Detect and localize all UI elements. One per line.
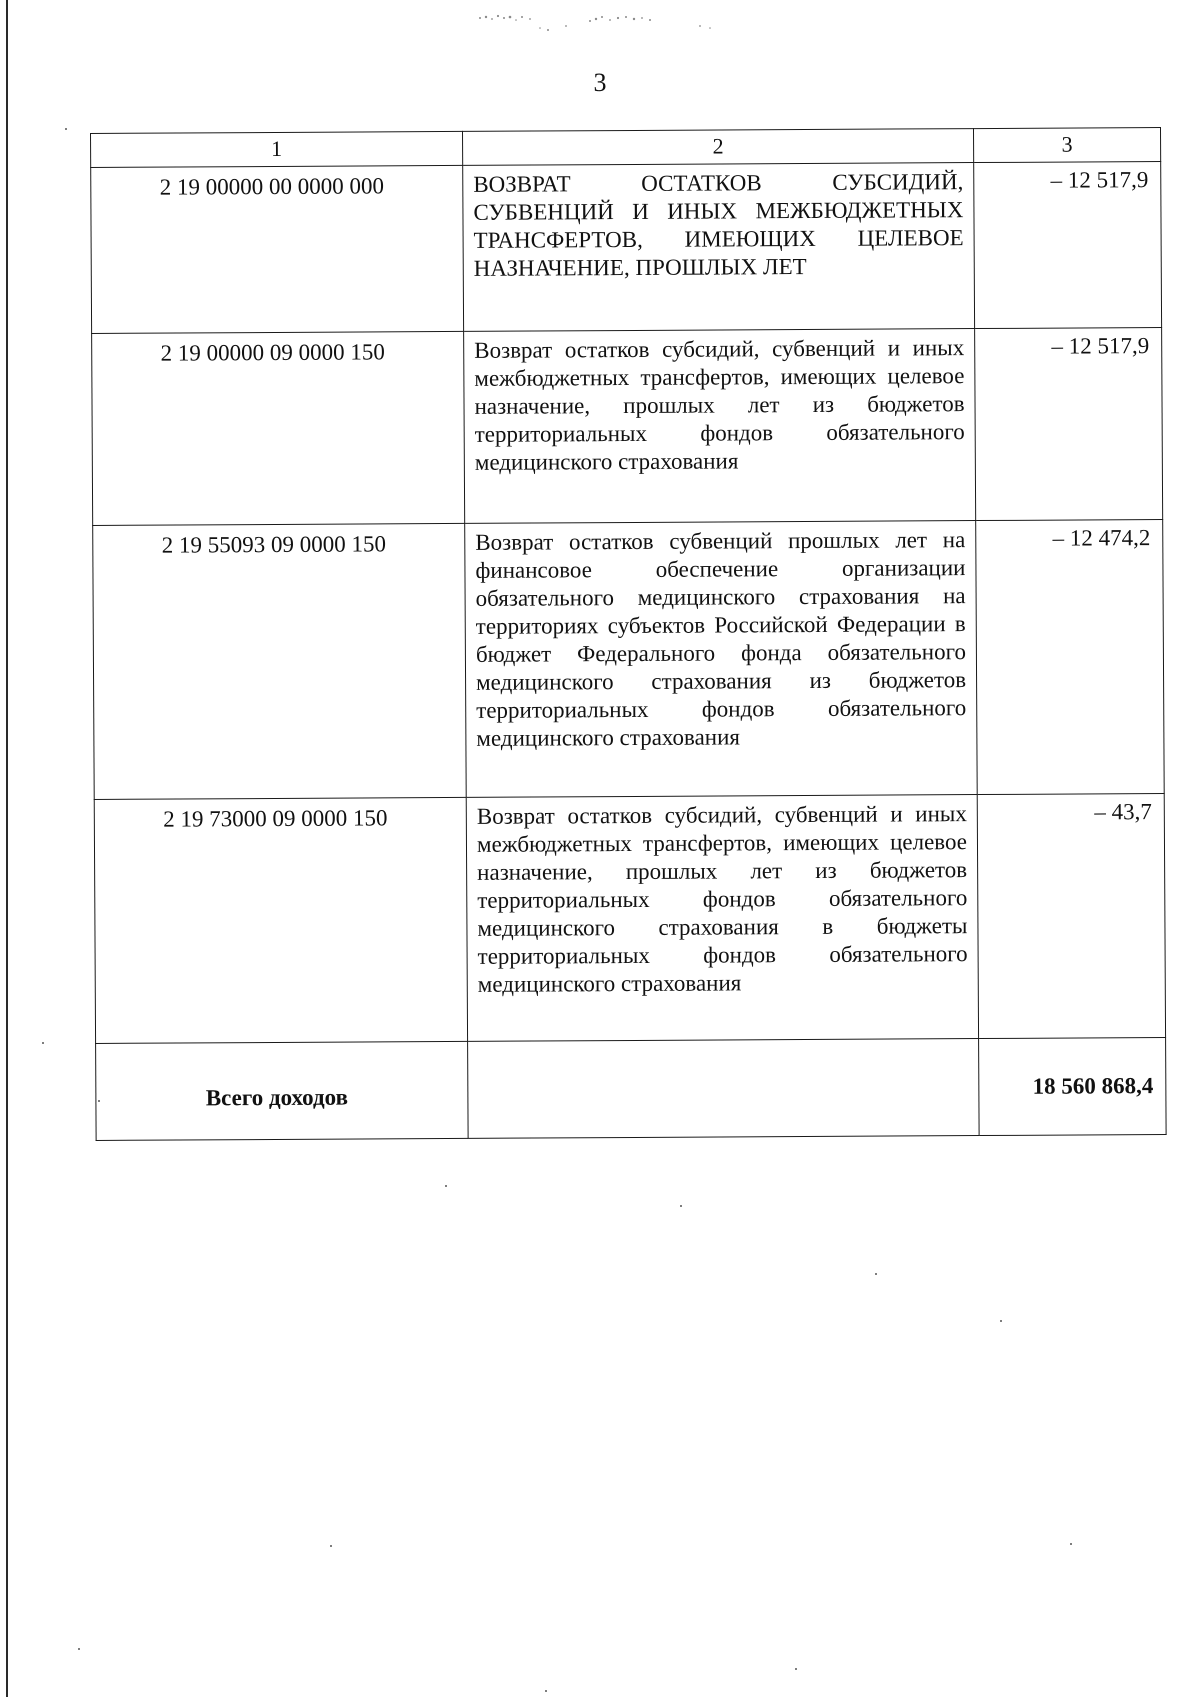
row-amount: – 12 517,9 (974, 162, 1162, 329)
column-header-3: 3 (973, 128, 1160, 163)
scan-speck (795, 1668, 797, 1670)
row-description: ВОЗВРАТ ОСТАТКОВ СУБСИДИЙ, СУБВЕНЦИЙ И ИНЫХ МЕЖБЮДЖЕТНЫХ ТРАНСФЕРТОВ, ИМЕЮЩИХ ЦЕЛЕВОЕ НАЗНАЧЕНИЕ, ПРОШЛЫХ ЛЕТ (463, 163, 975, 332)
row-description: Возврат остатков субсидий, субвенций и иных межбюджетных трансфертов, имеющих целевое назначение, прошлых лет из бюджетов территориальных фондов обязательного медицинского страхования (464, 329, 976, 524)
column-header-2: 2 (462, 129, 973, 166)
budget-code: 2 19 55093 09 0000 150 (93, 523, 467, 799)
scan-speck (545, 1690, 547, 1692)
table-row (91, 162, 1162, 334)
page-number: 3 (593, 68, 607, 97)
column-header-1: 1 (91, 131, 463, 167)
scan-speck (680, 1205, 682, 1207)
row-amount: – 12 474,2 (976, 520, 1165, 795)
scan-noise (470, 8, 730, 38)
budget-code: 2 19 00000 09 0000 150 (92, 331, 465, 525)
row-amount: – 12 517,9 (975, 328, 1163, 521)
table-row (94, 794, 1165, 1044)
total-amount: 18 560 868,4 (979, 1038, 1167, 1136)
revenue-table (90, 127, 1167, 1141)
budget-code: 2 19 73000 09 0000 150 (94, 797, 467, 1043)
scan-speck (1000, 1320, 1002, 1322)
scan-speck (78, 1648, 80, 1650)
table-row (93, 520, 1165, 800)
total-row (96, 1038, 1167, 1141)
row-amount: – 43,7 (977, 794, 1165, 1039)
scan-speck (98, 1100, 100, 1102)
total-description (468, 1039, 980, 1139)
scan-speck (445, 1185, 447, 1187)
row-description: Возврат остатков субсидий, субвенций и иных межбюджетных трансфертов, имеющих целевое назначение, прошлых лет из бюджетов территориальных фондов обязательного медицинского страхования в бюджеты территориальных фондов обязательного медицинского страхования (466, 795, 978, 1042)
scan-speck (1070, 1543, 1072, 1545)
scan-speck (65, 128, 67, 130)
scan-speck (42, 1042, 44, 1044)
scan-speck (330, 1545, 332, 1547)
row-description: Возврат остатков субвенций прошлых лет на финансовое обеспечение организации обязательного медицинского страхования на территориях субъектов Российской Федерации в бюджет Федерального фонда обязательного медицинского страхования из бюджетов территориальных фондов обязательного медицинского страхования (465, 521, 978, 798)
table-row (92, 328, 1163, 526)
scan-edge-line (6, 0, 8, 1697)
budget-code: 2 19 00000 00 0000 000 (91, 165, 464, 333)
scan-speck (875, 1273, 877, 1275)
total-label: Всего доходов (96, 1041, 469, 1140)
